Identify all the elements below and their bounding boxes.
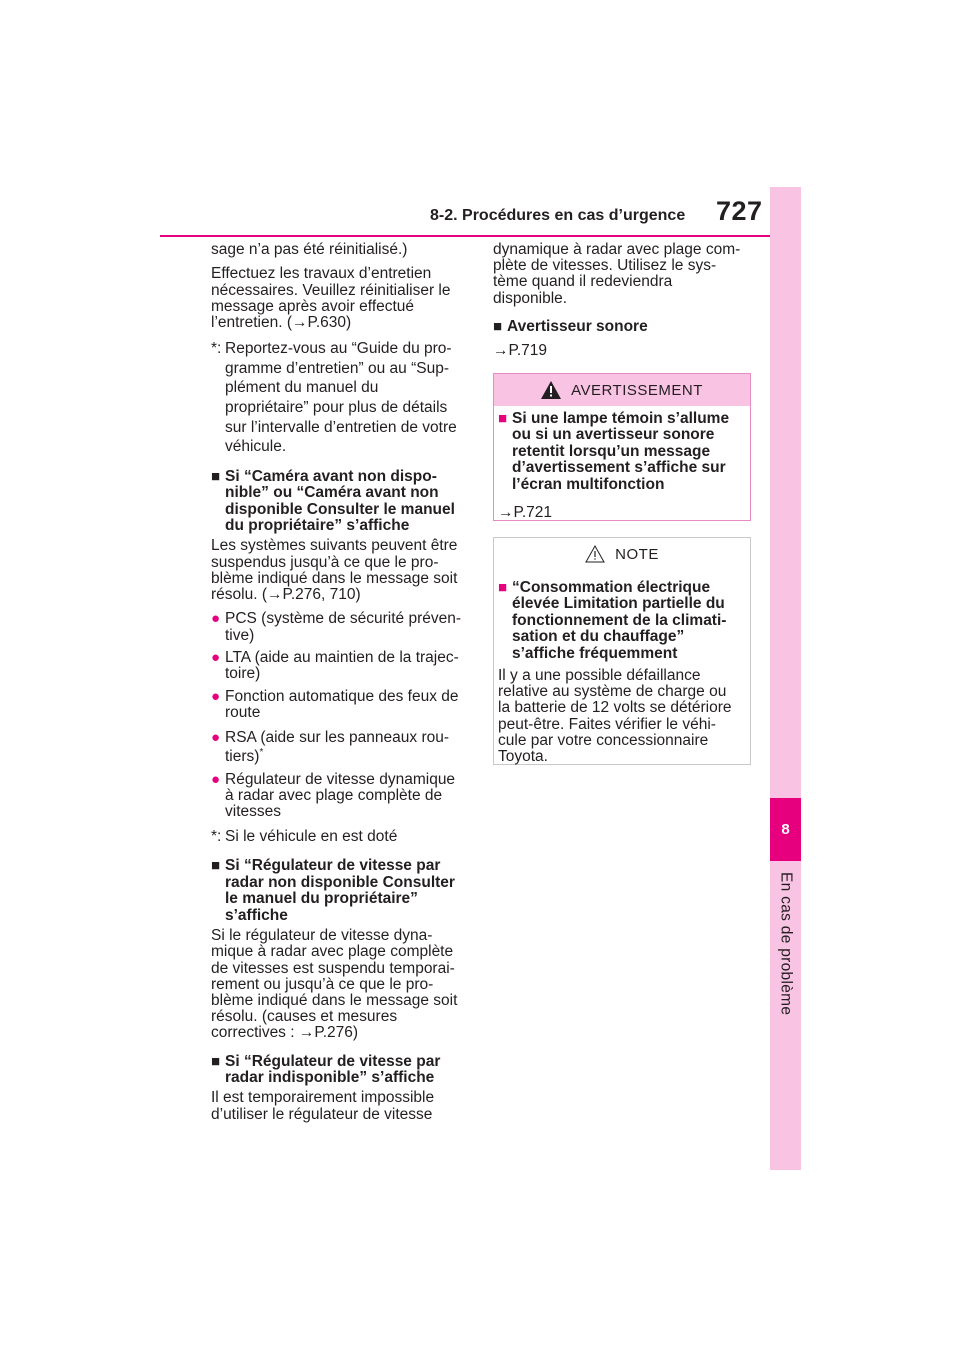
bullet-icon: ● [211,649,221,667]
warning-triangle-icon [541,381,561,399]
note-heading: ■ “Consommation électrique élevée Limitation partielle du fonctionnement de la climati- sation et du chauffage” s’affiche fréquemment [498,579,727,662]
bullet-icon: ● [211,770,221,788]
pink-square-icon: ■ [498,579,508,596]
heading-buzzer: ■ Avertisseur sonore [493,317,648,335]
footnote-guide: *: Reportez-vous au “Guide du pro- gramme d’entretien” ou au “Sup- plément du manuel du propriétaire” pour plus de détails sur l’intervalle d’entretien de votre véhicule. [211,340,457,456]
page-reference: →P.719 [493,342,548,360]
paragraph-temporarily-impossible: Il est temporairement impossible d’utiliser le régulateur de vitesse [211,1089,435,1123]
footnote-marker: *: [211,340,222,358]
paragraph-cruise-continued: dynamique à radar avec plage com- plète de vitesses. Utilisez le sys- tème quand il redeviendra disponible. [493,241,741,307]
pink-square-icon: ■ [498,410,508,427]
note-body: Il y a une possible défaillance relative au système de charge ou la batterie de 12 volts se détériore peut-être. Faites vérifier le véhi- cule par votre concessionnaire Toyota. [498,667,732,766]
note-box [493,537,751,765]
warning-box [493,373,751,521]
list-item: ● RSA (aide sur les panneaux rou- tiers)* [211,728,450,765]
bullet-icon: ● [211,728,221,746]
heading-camera-unavailable: ■ Si “Caméra avant non dispo- nible” ou “Caméra avant non disponible Consulter le manuel du propriétaire” s’affiche [211,467,455,534]
right-column [493,242,751,368]
chapter-title: En cas de problème [777,872,795,1016]
list-item: ● Fonction automatique des feux de route [211,687,459,722]
caution-outline-triangle-icon [585,545,605,563]
bullet-icon: ● [211,687,221,705]
black-square-icon: ■ [211,467,221,485]
chapter-number: 8 [781,821,790,838]
paragraph-continued: sage n’a pas été réinitialisé.) [211,241,408,258]
note-label: NOTE [615,545,659,563]
warning-heading: ■ Si une lampe témoin s’allume ou si un avertisseur sonore retentit lorsqu’un message d’avertissement s’affiche sur l’écran multifonction [498,410,730,493]
black-square-icon: ■ [493,317,503,335]
chapter-number-tab [770,798,801,861]
warning-page-reference: →P.721 [498,504,553,522]
list-item: ● LTA (aide au maintien de la trajec- toire) [211,649,459,683]
warning-label: AVERTISSEMENT [571,381,703,399]
bullet-icon: ● [211,610,221,628]
warning-box-header [494,374,750,406]
paragraph-cruise-suspended: Si le régulateur de vitesse dyna- mique à radar avec plage complète de vitesses est suspendu temporai- rement ou jusqu’à ce que le pro- blème indiqué dans le message soit résolu. (causes et mesures correctives : →P.276) [211,927,458,1042]
heading-cruise-control-unavailable: ■ Si “Régulateur de vitesse par radar non disponible Consulter le manuel du propriétaire” s’affiche [211,857,455,924]
header-rule [160,235,770,237]
heading-cruise-indisponible: ■ Si “Régulateur de vitesse par radar indisponible” s’affiche [211,1052,441,1086]
footnote-superscript: * [259,746,264,758]
black-square-icon: ■ [211,1052,221,1070]
section-title: 8-2. Procédures en cas d’urgence [430,207,686,224]
paragraph-systems-suspended: Les systèmes suivants peuvent être suspendus jusqu’à ce que le pro- blème indiqué dans le message soit résolu. (→P.276, 710) [211,537,458,604]
footnote-equipped: *: Si le véhicule en est doté [211,827,398,845]
black-square-icon: ■ [211,857,221,875]
page-number: 727 [716,196,763,226]
paragraph-maintenance: Effectuez les travaux d’entretien nécessaires. Veuillez réinitialiser le message après avoir effectué l’entretien. (→P.630) [211,265,451,332]
warning-box-body [494,406,750,521]
note-box-header [494,538,750,570]
list-item: ● PCS (système de sécurité préven- tive) [211,610,462,644]
left-column [211,242,469,1131]
list-item: ● Régulateur de vitesse dynamique à radar avec plage complète de vitesses [211,770,456,821]
footnote-marker: *: [211,827,222,845]
note-box-body [494,570,750,765]
